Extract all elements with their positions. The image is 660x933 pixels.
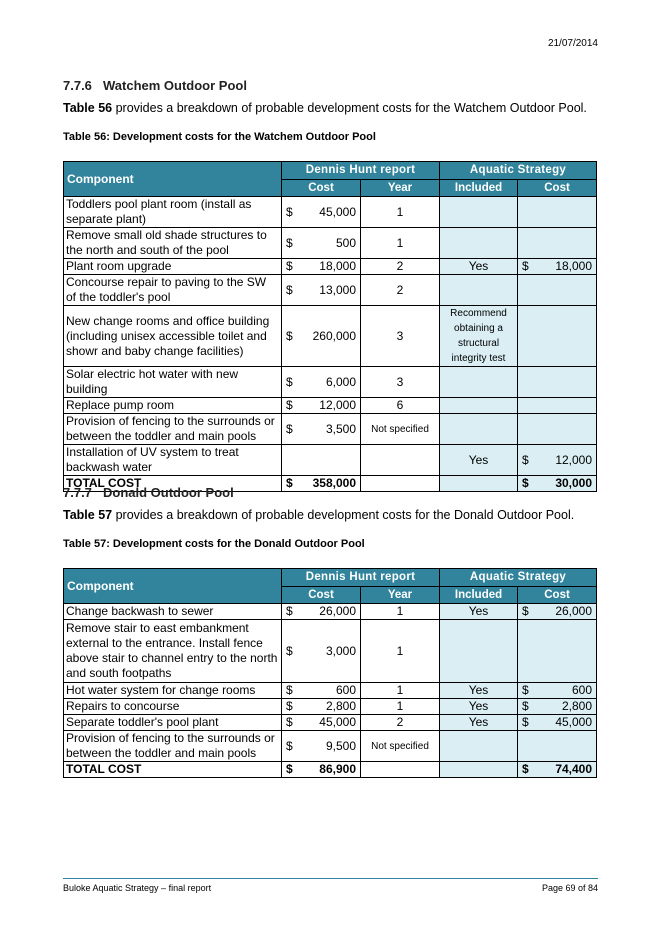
included-cell: Yes <box>440 683 518 699</box>
cost-cell: $ 45,000 <box>282 197 361 228</box>
strategy-cost-cell <box>518 398 597 414</box>
header-aquatic-strategy: Aquatic Strategy <box>440 162 597 180</box>
component-cell: Change backwash to sewer <box>64 604 282 620</box>
component-cell: Separate toddler's pool plant <box>64 715 282 731</box>
donald-costs-table <box>63 568 597 778</box>
header-cost: Cost <box>282 180 361 197</box>
total-year-cell <box>361 762 440 778</box>
cost-cell: $ 3,000 <box>282 620 361 683</box>
table-caption-watchem: Table 56: Development costs for the Watchem Outdoor Pool <box>63 131 376 143</box>
included-cell <box>440 275 518 306</box>
strategy-cost-cell: $ 45,000 <box>518 715 597 731</box>
included-cell <box>440 414 518 445</box>
cost-cell: $ 26,000 <box>282 604 361 620</box>
intro-text: provides a breakdown of probable development costs for the Watchem Outdoor Pool. <box>112 101 587 115</box>
cost-cell: $ 12,000 <box>282 398 361 414</box>
year-cell: 2 <box>361 259 440 275</box>
header-year: Year <box>361 587 440 604</box>
section-title: Watchem Outdoor Pool <box>103 78 247 93</box>
cost-cell: $ 9,500 <box>282 731 361 762</box>
total-strategy-cost-cell: $ 30,000 <box>518 476 597 492</box>
included-cell: Recommend obtaining a structural integrity test <box>440 306 518 367</box>
year-cell: 3 <box>361 367 440 398</box>
total-included-cell <box>440 476 518 492</box>
section-title: Donald Outdoor Pool <box>103 485 234 500</box>
component-cell: Solar electric hot water with new building <box>64 367 282 398</box>
header-included: Included <box>440 587 518 604</box>
table-row <box>64 197 597 228</box>
watchem-costs-table <box>63 161 597 492</box>
included-cell: Yes <box>440 715 518 731</box>
table-row <box>64 683 597 699</box>
year-cell: 1 <box>361 683 440 699</box>
component-cell: Provision of fencing to the surrounds or between the toddler and main pools <box>64 414 282 445</box>
table-row <box>64 306 597 367</box>
included-cell: Yes <box>440 604 518 620</box>
included-cell <box>440 367 518 398</box>
table-row <box>64 259 597 275</box>
table-row <box>64 620 597 683</box>
cost-cell: $ 260,000 <box>282 306 361 367</box>
cost-cell: $ 18,000 <box>282 259 361 275</box>
table-reference: Table 57 <box>63 508 113 522</box>
cost-cell: $ 3,500 <box>282 414 361 445</box>
header-cost-strategy: Cost <box>518 587 597 604</box>
header-year: Year <box>361 180 440 197</box>
strategy-cost-cell: $ 18,000 <box>518 259 597 275</box>
strategy-cost-cell <box>518 731 597 762</box>
component-cell: New change rooms and office building (including unisex accessible toilet and showr and baby change facilities) <box>64 306 282 367</box>
table-row <box>64 275 597 306</box>
year-cell: 1 <box>361 604 440 620</box>
header-component: Component <box>64 569 282 604</box>
year-cell: 2 <box>361 715 440 731</box>
total-included-cell <box>440 762 518 778</box>
total-row <box>64 762 597 778</box>
component-cell: Hot water system for change rooms <box>64 683 282 699</box>
header-cost: Cost <box>282 587 361 604</box>
table-row <box>64 731 597 762</box>
component-cell: Concourse repair to paving to the SW of the toddler's pool <box>64 275 282 306</box>
table-reference: Table 56 <box>63 101 113 115</box>
strategy-cost-cell <box>518 228 597 259</box>
year-cell: Not specified <box>361 414 440 445</box>
year-cell: Not specified <box>361 731 440 762</box>
strategy-cost-cell <box>518 414 597 445</box>
strategy-cost-cell <box>518 306 597 367</box>
footer-report-title: Buloke Aquatic Strategy – final report <box>63 883 212 893</box>
table-row <box>64 699 597 715</box>
total-cost-cell: $ 358,000 <box>282 476 361 492</box>
strategy-cost-cell <box>518 367 597 398</box>
footer-page-number: Page 69 of 84 <box>541 883 598 893</box>
header-included: Included <box>440 180 518 197</box>
header-component: Component <box>64 162 282 197</box>
year-cell: 2 <box>361 275 440 306</box>
total-year-cell <box>361 476 440 492</box>
cost-cell: $ 2,800 <box>282 699 361 715</box>
intro-paragraph-donald <box>63 508 574 522</box>
header-dennis-hunt-report: Dennis Hunt report <box>282 569 440 587</box>
document-date: 21/07/2014 <box>547 38 598 49</box>
cost-cell: $ 600 <box>282 683 361 699</box>
year-cell <box>361 445 440 476</box>
intro-paragraph-watchem <box>63 101 587 115</box>
table-row <box>64 228 597 259</box>
cost-cell: $ 13,000 <box>282 275 361 306</box>
section-heading-donald <box>63 485 234 500</box>
component-cell: Replace pump room <box>64 398 282 414</box>
year-cell: 6 <box>361 398 440 414</box>
header-dennis-hunt-report: Dennis Hunt report <box>282 162 440 180</box>
table-row <box>64 715 597 731</box>
component-cell: Remove stair to east embankment external to the entrance. Install fence above stair to channel entry to the north and south footpaths <box>64 620 282 683</box>
strategy-cost-cell: $ 2,800 <box>518 699 597 715</box>
footer-divider <box>63 878 598 879</box>
year-cell: 1 <box>361 699 440 715</box>
strategy-cost-cell: $ 12,000 <box>518 445 597 476</box>
strategy-cost-cell: $ 600 <box>518 683 597 699</box>
cost-cell: $ 6,000 <box>282 367 361 398</box>
included-cell: Yes <box>440 445 518 476</box>
component-cell: Repairs to concourse <box>64 699 282 715</box>
cost-cell <box>282 445 361 476</box>
included-cell <box>440 620 518 683</box>
component-cell: Toddlers pool plant room (install as separate plant) <box>64 197 282 228</box>
total-cost-cell: $ 86,900 <box>282 762 361 778</box>
included-cell: Yes <box>440 259 518 275</box>
table-row <box>64 367 597 398</box>
component-cell: Provision of fencing to the surrounds or between the toddler and main pools <box>64 731 282 762</box>
table-caption-donald: Table 57: Development costs for the Donald Outdoor Pool <box>63 538 365 550</box>
component-cell: Installation of UV system to treat backwash water <box>64 445 282 476</box>
header-aquatic-strategy: Aquatic Strategy <box>440 569 597 587</box>
year-cell: 1 <box>361 228 440 259</box>
table-row <box>64 414 597 445</box>
total-label: TOTAL COST <box>64 762 282 778</box>
cost-cell: $ 500 <box>282 228 361 259</box>
section-heading-watchem <box>63 78 247 93</box>
intro-text: provides a breakdown of probable development costs for the Donald Outdoor Pool. <box>112 508 575 522</box>
included-cell <box>440 228 518 259</box>
table-row <box>64 604 597 620</box>
strategy-cost-cell <box>518 275 597 306</box>
total-label: TOTAL COST <box>64 476 282 492</box>
table-row <box>64 445 597 476</box>
strategy-cost-cell: $ 26,000 <box>518 604 597 620</box>
header-cost-strategy: Cost <box>518 180 597 197</box>
cost-cell: $ 45,000 <box>282 715 361 731</box>
component-cell: Remove small old shade structures to the north and south of the pool <box>64 228 282 259</box>
component-cell: Plant room upgrade <box>64 259 282 275</box>
included-cell <box>440 197 518 228</box>
total-strategy-cost-cell: $ 74,400 <box>518 762 597 778</box>
included-cell: Yes <box>440 699 518 715</box>
year-cell: 3 <box>361 306 440 367</box>
strategy-cost-cell <box>518 620 597 683</box>
section-number: 7.7.6 <box>63 78 92 93</box>
included-cell <box>440 398 518 414</box>
year-cell: 1 <box>361 620 440 683</box>
table-row <box>64 398 597 414</box>
included-cell <box>440 731 518 762</box>
year-cell: 1 <box>361 197 440 228</box>
section-number: 7.7.7 <box>63 485 92 500</box>
strategy-cost-cell <box>518 197 597 228</box>
